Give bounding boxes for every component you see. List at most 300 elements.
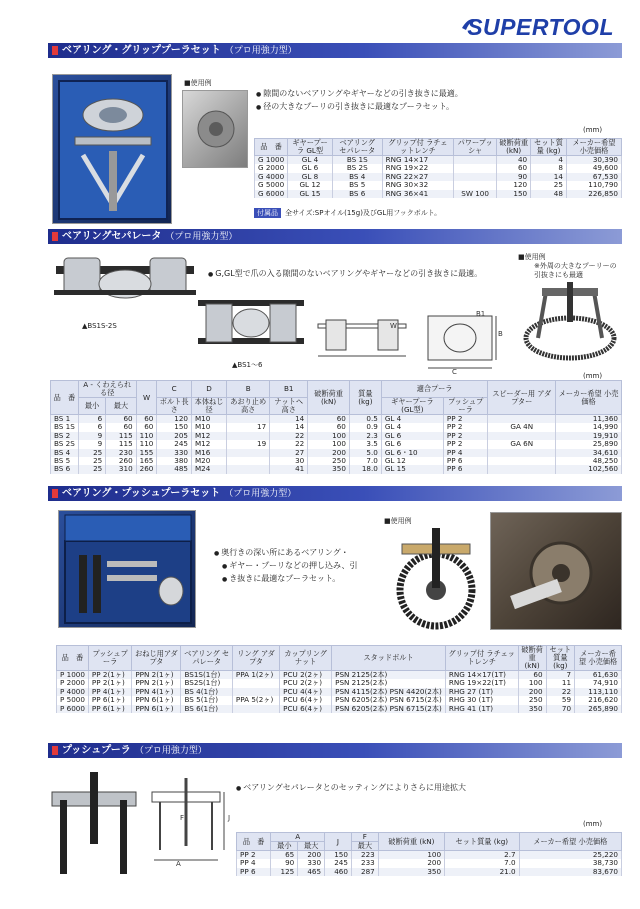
table-cell: GL 4: [288, 156, 333, 165]
header-cell: メーカー希望 小売価格: [575, 646, 622, 671]
header-cell: 最小: [271, 842, 298, 851]
header-cell: B: [227, 381, 270, 398]
table-cell: [454, 156, 497, 165]
table-cell: PP 2: [443, 432, 487, 440]
table-cell: 61,630: [575, 671, 622, 680]
table-cell: [488, 457, 556, 465]
table-cell: 60: [497, 164, 531, 172]
table-cell: 250: [308, 457, 350, 465]
push-puller-set-case-photo: [58, 510, 196, 628]
table-cell: BS 5: [332, 181, 382, 189]
table-cell: GL 6: [381, 440, 443, 448]
unit-label: (mm): [583, 126, 603, 134]
table-cell: 8: [531, 164, 567, 172]
sec1-bullets: [256, 88, 463, 114]
table-cell: PPN 6(1ヶ): [132, 696, 181, 704]
table-cell: 7.0: [445, 859, 520, 867]
table-cell: PSN 4115(2本) PSN 4420(2本): [332, 688, 446, 696]
table-cell: 200: [378, 859, 444, 867]
table-cell: 226,850: [566, 190, 621, 198]
dim-label-b: B: [498, 330, 503, 338]
table-cell: PCU 6(4ヶ): [280, 696, 332, 704]
table-cell: 9: [78, 432, 105, 440]
header-cell: ナットへ高さ: [270, 398, 308, 415]
table-cell: RNG 30×32: [382, 181, 453, 189]
table-cell: 265,890: [575, 705, 622, 713]
table-cell: PSN 6205(2本) PSN 6715(2本): [332, 696, 446, 704]
table-cell: 6: [78, 423, 105, 431]
header-cell: プッシュプーラ: [88, 646, 131, 671]
table-cell: 11,360: [556, 415, 622, 424]
header-cell: メーカー希望 小売価格: [556, 381, 622, 415]
section-title: ベアリング・プッシュプーラセット: [62, 488, 221, 499]
header-cell: カップリング ナット: [280, 646, 332, 671]
table-cell: RNG 22×27: [382, 173, 453, 181]
table-cell: BS 6: [332, 190, 382, 198]
table-cell: SW 100: [454, 190, 497, 198]
table-cell: PSN 2125(2本): [332, 671, 446, 680]
section-subtitle: （プロ用強力型）: [224, 489, 297, 499]
dim-label-b1: B1: [476, 310, 486, 318]
table-cell: PPN 4(1ヶ): [132, 688, 181, 696]
usage-label: ■使用例: [184, 79, 212, 87]
push-puller-dimension-diagram: [146, 776, 230, 866]
table-cell: 110,790: [566, 181, 621, 189]
accessory-text: 全サイズ:SPオイル(15g)及びGL用フックボルト。: [285, 209, 442, 217]
header-cell: ベアリング セパレータ: [181, 646, 232, 671]
grip-puller-spec-table: [254, 138, 622, 198]
push-puller-usage-photo: [490, 512, 622, 630]
table-cell: BS 2: [51, 432, 79, 440]
table-cell: 7.0: [349, 457, 381, 465]
table-cell: 3.5: [349, 440, 381, 448]
usage-note: ※外周の大きなプーリーの引抜きにも最適: [534, 262, 617, 279]
table-cell: PPA 1(2ヶ): [232, 671, 279, 680]
table-cell: PP 4(1ヶ): [88, 688, 131, 696]
header-cell: B1: [270, 381, 308, 398]
table-cell: GL 15: [288, 190, 333, 198]
table-cell: BS 4: [332, 173, 382, 181]
sec4-bullets: [236, 782, 466, 795]
table-cell: GL 8: [288, 173, 333, 181]
table-cell: 155: [136, 449, 157, 457]
section-title-push-puller-set: [48, 486, 622, 501]
table-row: [237, 868, 622, 876]
table-row: [57, 705, 622, 713]
table-cell: M16: [191, 449, 226, 457]
puller-tools-illustration: [53, 75, 173, 225]
table-cell: P 4000: [57, 688, 89, 696]
table-cell: 260: [106, 457, 136, 465]
table-cell: 30: [270, 457, 308, 465]
table-cell: 485: [157, 465, 192, 473]
caption-bs1s: ▲BS1S-2S: [82, 322, 117, 330]
header-cell: 破断荷重 (kN): [378, 833, 444, 851]
section-subtitle: （プロ用強力型）: [165, 232, 238, 242]
table-cell: RNG 36×41: [382, 190, 453, 198]
table-cell: 25,890: [556, 440, 622, 448]
table-cell: GL 12: [288, 181, 333, 189]
table-cell: 19: [227, 440, 270, 448]
sec2-bullets: [208, 268, 482, 281]
table-cell: [227, 457, 270, 465]
header-cell: 品 番: [57, 646, 89, 671]
table-cell: 11: [546, 679, 574, 687]
table-cell: 48,250: [556, 457, 622, 465]
table-cell: M20: [191, 457, 226, 465]
table-cell: 350: [518, 705, 546, 713]
table-cell: 25: [78, 449, 105, 457]
gear-puller-illustration: [520, 282, 620, 366]
table-cell: PPA 5(2ヶ): [232, 696, 279, 704]
push-puller-gear-photo: [384, 526, 488, 630]
table-cell: BS 1: [51, 415, 79, 424]
table-cell: 49,600: [566, 164, 621, 172]
dim-label-a: A: [176, 860, 181, 868]
bullet-item: ● 奥行きの深い所にあるベアリング・: [214, 547, 358, 560]
push-puller-case-illustration: [59, 511, 197, 629]
header-cell: ギヤープーラ GL型: [288, 139, 333, 156]
table-cell: PP 2: [443, 440, 487, 448]
table-cell: GL 6・10: [381, 449, 443, 457]
table-cell: 34,610: [556, 449, 622, 457]
table-cell: GL 6: [288, 164, 333, 172]
bullet-item: ● ベアリングセパレータとのセッティングによりさらに用途拡大: [236, 782, 466, 795]
table-cell: G 1000: [255, 156, 288, 165]
table-cell: 245: [325, 859, 352, 867]
push-puller-photo: [48, 770, 140, 880]
separator-side-diagram: [312, 312, 412, 364]
table-cell: 74,910: [575, 679, 622, 687]
table-cell: GA 6N: [488, 440, 556, 448]
brand-logo: SUPERTOOL: [467, 14, 614, 40]
table-cell: 27: [270, 449, 308, 457]
header-cell: A - くわえられる径: [78, 381, 136, 398]
table-cell: 200: [518, 688, 546, 696]
table-cell: PP 6: [443, 465, 487, 473]
table-cell: PP 2(1ヶ): [88, 679, 131, 687]
table-cell: 150: [325, 851, 352, 860]
table-cell: PPN 2(1ヶ): [132, 671, 181, 680]
table-header-row: [255, 139, 622, 156]
bs1-separator-illustration: [196, 290, 306, 356]
separator-top-diagram: [420, 306, 500, 376]
header-cell: 品 番: [255, 139, 288, 156]
table-cell: BS 6(1台): [181, 705, 232, 713]
table-cell: PP 4: [237, 859, 271, 867]
table-cell: G 6000: [255, 190, 288, 198]
bullet-item-cont: ● き抜きに最適なプーラセット。: [214, 573, 358, 586]
header-cell: あおり止め高さ: [227, 398, 270, 415]
table-cell: 233: [351, 859, 378, 867]
unit-label: (mm): [583, 820, 603, 828]
header-cell: スタッドボルト: [332, 646, 446, 671]
header-cell: 破断荷重 (kN): [518, 646, 546, 671]
table-cell: 18.0: [349, 465, 381, 473]
table-cell: 83,670: [519, 868, 621, 876]
table-cell: 2.3: [349, 432, 381, 440]
table-cell: GL 4: [381, 423, 443, 431]
header-cell: リング アダプタ: [232, 646, 279, 671]
table-cell: PPN 2(1ヶ): [132, 679, 181, 687]
table-cell: RNG 14×17(1T): [445, 671, 518, 680]
table-cell: 17: [227, 423, 270, 431]
table-header-row: [57, 646, 622, 671]
table-cell: 59: [546, 696, 574, 704]
header-cell: セット質量 (kg): [546, 646, 574, 671]
table-cell: [232, 679, 279, 687]
table-cell: PPN 6(1ヶ): [132, 705, 181, 713]
table-cell: 25: [531, 181, 567, 189]
table-cell: 41: [270, 465, 308, 473]
table-cell: [227, 449, 270, 457]
table-row: [255, 190, 622, 198]
table-cell: 113,110: [575, 688, 622, 696]
table-cell: BS 6: [51, 465, 79, 473]
gear-illustration: [384, 526, 488, 630]
table-cell: 287: [351, 868, 378, 876]
table-cell: BS 1S: [51, 423, 79, 431]
table-cell: 14: [531, 173, 567, 181]
table-cell: 19,910: [556, 432, 622, 440]
table-cell: 60: [308, 415, 350, 424]
table-cell: 120: [157, 415, 192, 424]
table-cell: BS 2S: [332, 164, 382, 172]
table-cell: 70: [546, 705, 574, 713]
table-cell: M12: [191, 432, 226, 440]
table-cell: 9: [78, 440, 105, 448]
header-cell: D: [191, 381, 226, 398]
header-cell: セット質量 (kg): [531, 139, 567, 156]
table-cell: 60: [136, 423, 157, 431]
table-cell: 22: [270, 440, 308, 448]
table-cell: 38,730: [519, 859, 621, 867]
table-cell: [488, 465, 556, 473]
header-cell: 最大: [106, 398, 136, 415]
table-cell: G 4000: [255, 173, 288, 181]
table-cell: 150: [497, 190, 531, 198]
table-cell: 110: [136, 432, 157, 440]
table-cell: PCU 4(4ヶ): [280, 688, 332, 696]
header-cell: パワープッシャ: [454, 139, 497, 156]
table-cell: BS1S(1台): [181, 671, 232, 680]
section-title: プッシュプーラ: [62, 745, 131, 756]
table-cell: GA 4N: [488, 423, 556, 431]
table-cell: 30,390: [566, 156, 621, 165]
push-puller-spec-table: [236, 832, 622, 876]
header-cell: プッシュプーラ: [443, 398, 487, 415]
table-cell: 260: [136, 465, 157, 473]
table-cell: 115: [106, 432, 136, 440]
table-cell: BS 1S: [332, 156, 382, 165]
table-cell: 7: [546, 671, 574, 680]
header-cell: グリップ付 ラチェットレンチ: [445, 646, 518, 671]
table-cell: 25: [78, 465, 105, 473]
table-cell: 100: [518, 679, 546, 687]
table-cell: 165: [136, 457, 157, 465]
dim-label-f: F: [180, 814, 185, 822]
table-cell: BS 4(1台): [181, 688, 232, 696]
header-cell: F: [351, 833, 378, 842]
bs1-separator-photo: [196, 290, 306, 356]
table-cell: PSN 6205(2本) PSN 6715(2本): [332, 705, 446, 713]
table-cell: PP 2: [443, 415, 487, 424]
table-cell: M24: [191, 465, 226, 473]
header-cell: A: [271, 833, 325, 842]
table-header-row: [237, 833, 622, 842]
table-cell: 25,220: [519, 851, 621, 860]
table-cell: PCU 2(2ヶ): [280, 671, 332, 680]
header-cell: スピーダー用 アダプター: [488, 381, 556, 415]
sec3-bullets: [214, 547, 358, 586]
table-cell: P 5000: [57, 696, 89, 704]
table-cell: GL 6: [381, 432, 443, 440]
table-cell: 40: [497, 156, 531, 165]
table-cell: RHG 41 (1T): [445, 705, 518, 713]
table-row: [51, 465, 622, 473]
table-cell: 5.0: [349, 449, 381, 457]
table-cell: [227, 465, 270, 473]
table-cell: 60: [518, 671, 546, 680]
table-cell: PP 2: [237, 851, 271, 860]
table-cell: PP 6: [237, 868, 271, 876]
table-cell: M10: [191, 415, 226, 424]
separator-usage-photo: [520, 282, 620, 366]
bullet-item: ● 隙間のないベアリングやギヤーなどの引き抜きに最適。: [256, 88, 463, 101]
table-row: [51, 415, 622, 424]
usage-example-photo: [182, 90, 248, 168]
table-cell: 200: [308, 449, 350, 457]
table-cell: BS 4: [51, 449, 79, 457]
header-cell: 本体ねじ径: [191, 398, 226, 415]
table-cell: 25: [78, 457, 105, 465]
table-cell: G 5000: [255, 181, 288, 189]
accessory-note: [254, 208, 441, 218]
table-cell: 102,560: [556, 465, 622, 473]
table-cell: P 2000: [57, 679, 89, 687]
header-cell: グリップ付 ラチェットレンチ: [382, 139, 453, 156]
header-cell: おねじ用アダプタ: [132, 646, 181, 671]
table-cell: 100: [378, 851, 444, 860]
section-title: ベアリングセパレータ: [62, 231, 162, 242]
table-cell: 60: [106, 415, 136, 424]
push-puller-illustration: [48, 770, 140, 880]
caption-bs1: ▲BS1～6: [232, 361, 263, 369]
section-title-push-puller: [48, 743, 622, 758]
table-cell: RHG 27 (1T): [445, 688, 518, 696]
table-cell: 460: [325, 868, 352, 876]
table-cell: GL 15: [381, 465, 443, 473]
table-cell: 60: [136, 415, 157, 424]
table-cell: RNG 19×22(1T): [445, 679, 518, 687]
header-cell: 最小: [78, 398, 105, 415]
table-cell: G 2000: [255, 164, 288, 172]
table-cell: 100: [308, 432, 350, 440]
table-cell: RNG 19×22: [382, 164, 453, 172]
table-cell: PP 2(1ヶ): [88, 671, 131, 680]
header-cell: ギヤープーラ (GL型): [381, 398, 443, 415]
table-cell: 150: [157, 423, 192, 431]
table-cell: 90: [497, 173, 531, 181]
table-cell: 125: [271, 868, 298, 876]
table-cell: [232, 705, 279, 713]
table-cell: BS2S(1台): [181, 679, 232, 687]
header-cell: 最大: [351, 842, 378, 851]
table-cell: BS 5(1台): [181, 696, 232, 704]
unit-label: (mm): [583, 372, 603, 380]
table-cell: [454, 164, 497, 172]
table-cell: RHG 30 (1T): [445, 696, 518, 704]
table-cell: 110: [136, 440, 157, 448]
table-cell: 90: [271, 859, 298, 867]
table-cell: 205: [157, 432, 192, 440]
table-cell: 120: [497, 181, 531, 189]
table-cell: RNG 14×17: [382, 156, 453, 165]
table-cell: 2.7: [445, 851, 520, 860]
table-cell: 21.0: [445, 868, 520, 876]
table-cell: PSN 2125(2本): [332, 679, 446, 687]
table-cell: [454, 173, 497, 181]
header-cell: 品 番: [237, 833, 271, 851]
table-cell: 100: [308, 440, 350, 448]
table-cell: P 6000: [57, 705, 89, 713]
header-cell: C: [157, 381, 192, 398]
table-cell: BS 5: [51, 457, 79, 465]
section-title-grip-puller-set: [48, 43, 622, 58]
header-cell: 質量 (kg): [349, 381, 381, 415]
bullet-item-cont: ● ギヤー・プーリなどの押し込み、引: [214, 560, 358, 573]
table-cell: PP 4: [443, 449, 487, 457]
bullet-item: ● G,GL型で爪の入る隙間のないベアリングやギヤーなどの引き抜きに最適。: [208, 268, 482, 281]
header-cell: メーカー希望 小売価格: [566, 139, 621, 156]
header-cell: ボルト長さ: [157, 398, 192, 415]
header-cell: 破断荷重 (kN): [497, 139, 531, 156]
table-cell: 216,620: [575, 696, 622, 704]
header-cell: セット質量 (kg): [445, 833, 520, 851]
header-cell: ベアリング セパレータ: [332, 139, 382, 156]
header-cell: 品 番: [51, 381, 79, 415]
table-cell: 67,530: [566, 173, 621, 181]
table-cell: 48: [531, 190, 567, 198]
table-header-row: [51, 381, 622, 398]
table-cell: 350: [308, 465, 350, 473]
table-cell: P 1000: [57, 671, 89, 680]
dim-label-j: J: [228, 814, 231, 822]
table-cell: 310: [106, 465, 136, 473]
table-cell: GL 12: [381, 457, 443, 465]
table-cell: BS 2S: [51, 440, 79, 448]
table-cell: PP 6: [443, 457, 487, 465]
header-cell: 破断荷重 (kN): [308, 381, 350, 415]
table-cell: 230: [106, 449, 136, 457]
table-cell: 0.5: [349, 415, 381, 424]
header-cell: 最大: [298, 842, 325, 851]
header-cell: 適合プーラ: [381, 381, 488, 398]
table-cell: 14: [270, 415, 308, 424]
table-cell: 250: [518, 696, 546, 704]
table-cell: 200: [298, 851, 325, 860]
table-cell: PP 2: [443, 423, 487, 431]
table-cell: 60: [106, 423, 136, 431]
accessory-tag: 付属品: [254, 208, 281, 218]
table-cell: GL 4: [381, 415, 443, 424]
table-cell: 0.9: [349, 423, 381, 431]
header-cell: メーカー希望 小売価格: [519, 833, 621, 851]
section-title-bearing-separator: [48, 229, 622, 244]
table-cell: 350: [378, 868, 444, 876]
bullet-item: ● 径の大きなプーリの引き抜きに最適なプーラセット。: [256, 101, 463, 114]
table-cell: 330: [157, 449, 192, 457]
